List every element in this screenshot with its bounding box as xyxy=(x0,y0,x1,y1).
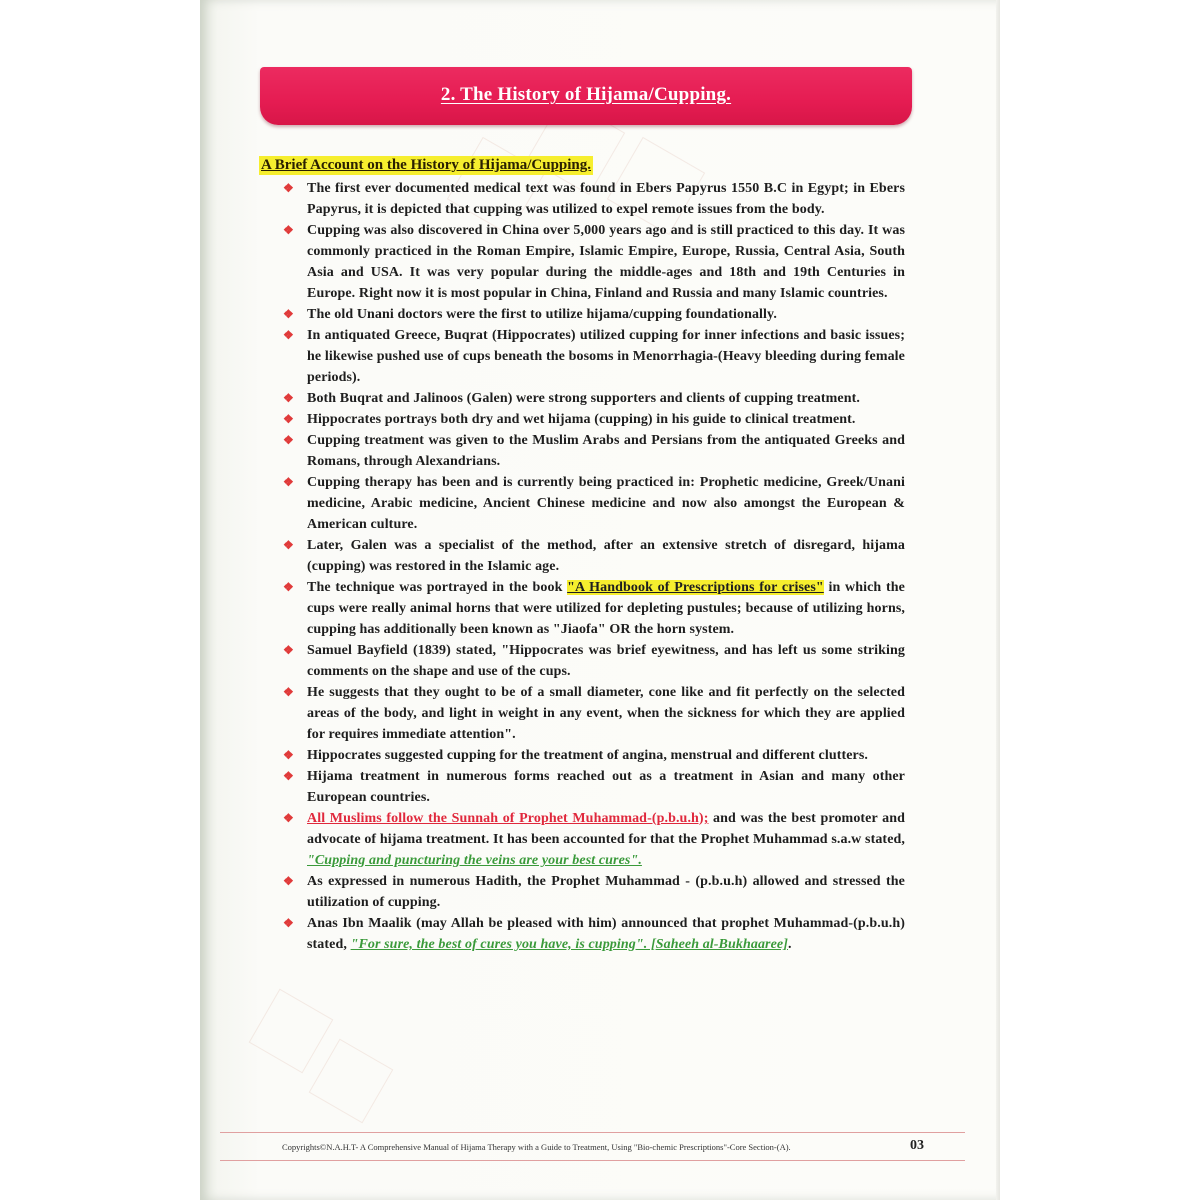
item-text: The first ever documented medical text was found in Ebers Papyrus 1550 B.C in Egypt; in Ebers Papyrus, it is depicted that cupping was utilized to expel remote issues from the body. xyxy=(307,181,905,217)
diamond-bullet-icon: ❖ xyxy=(283,475,294,489)
diamond-bullet-icon: ❖ xyxy=(283,769,294,783)
list-item xyxy=(283,220,905,304)
item-text: Later, Galen was a specialist of the method, after an extensive stretch of disregard, hijama (cupping) was restored in the Islamic age. xyxy=(307,538,905,574)
diamond-bullet-icon: ❖ xyxy=(283,811,294,825)
diamond-bullet-icon: ❖ xyxy=(283,433,294,447)
list-item xyxy=(283,304,905,325)
item-text: Cupping therapy has been and is currently being practiced in: Prophetic medicine, Greek/Unani medicine, Arabic medicine, Ancient Chinese medicine and now also amongst the European & American culture. xyxy=(307,475,905,532)
footer-divider-bottom xyxy=(220,1160,965,1161)
item-text: and was the best promoter and advocate of hijama treatment. It has been accounted for that the Prophet Muhammad s.a.w stated, xyxy=(307,811,905,847)
diamond-bullet-icon: ❖ xyxy=(283,307,294,321)
list-item xyxy=(283,577,905,640)
item-text: Hippocrates suggested cupping for the treatment of angina, menstrual and different clutters. xyxy=(307,748,869,763)
diamond-bullet-icon: ❖ xyxy=(283,391,294,405)
diamond-bullet-icon: ❖ xyxy=(283,328,294,342)
footer-copyright: Copyrights©N.A.H.T- A Comprehensive Manual of Hijama Therapy with a Guide to Treatment, Using "Bio-chemic Prescriptions"-Core Section-(A). xyxy=(282,1142,791,1152)
item-text: Anas Ibn Maalik (may Allah be pleased with him) announced that prophet Muhammad-(p.b.u.h) stated, xyxy=(307,916,905,952)
hexagon-watermark xyxy=(309,1039,394,1124)
list-item xyxy=(283,871,905,913)
item-text: In antiquated Greece, Buqrat (Hippocrates) utilized cupping for inner infections and basic issues; he likewise pushed use of cups beneath the bosoms in Menorrhagia-(Heavy bleeding during female periods). xyxy=(307,328,905,385)
diamond-bullet-icon: ❖ xyxy=(283,580,294,594)
item-text: . xyxy=(788,937,792,952)
list-item xyxy=(283,388,905,409)
diamond-bullet-icon: ❖ xyxy=(283,643,294,657)
item-text: The technique was portrayed in the book xyxy=(307,580,568,595)
item-text: Cupping treatment was given to the Muslim Arabs and Persians from the antiquated Greeks and Romans, through Alexandrians. xyxy=(307,433,905,469)
page-edge xyxy=(996,0,1000,1200)
list-item xyxy=(283,430,905,472)
history-list xyxy=(283,178,905,955)
item-text: The old Unani doctors were the first to utilize hijama/cupping foundationally. xyxy=(307,307,777,322)
list-item xyxy=(283,766,905,808)
hadith-quote: "For sure, the best of cures you have, is cupping". [Saheeh al-Bukhaaree] xyxy=(350,937,788,952)
list-item xyxy=(283,808,905,871)
list-item xyxy=(283,178,905,220)
hexagon-watermark xyxy=(249,989,334,1074)
item-text: Cupping was also discovered in China over 5,000 years ago and is still practiced to this day. It was commonly practiced in the Roman Empire, Islamic Empire, Europe, Russia, Central Asia, South Asia and USA. It was very popular during the middle-ages and 18th and 19th Centuries in Europe. Right now it is most popular in China, Finland and Russia and many Islamic countries. xyxy=(307,223,905,301)
section-banner xyxy=(260,67,912,125)
item-text: As expressed in numerous Hadith, the Prophet Muhammad - (p.b.u.h) allowed and stressed the utilization of cupping. xyxy=(307,874,905,910)
diamond-bullet-icon: ❖ xyxy=(283,412,294,426)
diamond-bullet-icon: ❖ xyxy=(283,916,294,930)
diamond-bullet-icon: ❖ xyxy=(283,223,294,237)
list-item xyxy=(283,325,905,388)
section-title: 2. The History of Hijama/Cupping. xyxy=(440,84,732,105)
footer-divider-top xyxy=(220,1132,965,1133)
diamond-bullet-icon: ❖ xyxy=(283,181,294,195)
list-item xyxy=(283,682,905,745)
diamond-bullet-icon: ❖ xyxy=(283,685,294,699)
item-text: Samuel Bayfield (1839) stated, "Hippocrates was brief eyewitness, and has left us some striking comments on the shape and use of the cups. xyxy=(307,643,905,679)
list-item xyxy=(283,640,905,682)
item-text: Hippocrates portrays both dry and wet hijama (cupping) in his guide to clinical treatment. xyxy=(307,412,856,427)
list-item xyxy=(283,913,905,955)
item-text: He suggests that they ought to be of a small diameter, cone like and fit perfectly on the selected areas of the body, and light in weight in any event, when the sickness for which they are applied for requires immediate attention". xyxy=(307,685,905,742)
item-text: Both Buqrat and Jalinoos (Galen) were strong supporters and clients of cupping treatment. xyxy=(307,391,860,406)
list-item xyxy=(283,472,905,535)
sunnah-statement: All Muslims follow the Sunnah of Prophet Muhammad-(p.b.u.h); xyxy=(307,811,709,826)
diamond-bullet-icon: ❖ xyxy=(283,538,294,552)
highlighted-book-title: "A Handbook of Prescriptions for crises" xyxy=(567,580,824,595)
list-item xyxy=(283,745,905,766)
list-item xyxy=(283,535,905,577)
diamond-bullet-icon: ❖ xyxy=(283,748,294,762)
diamond-bullet-icon: ❖ xyxy=(283,874,294,888)
book-page xyxy=(200,0,1000,1200)
item-text: in which the cups were really animal horns that were utilized for depleting pustules; because of utilizing horns, cupping has additionally been known as "Jiaofa" OR the horn system. xyxy=(307,580,905,637)
item-text: Hijama treatment in numerous forms reached out as a treatment in Asian and many other European countries. xyxy=(307,769,905,805)
subheading: A Brief Account on the History of Hijama/Cupping. xyxy=(261,157,592,173)
page-number: 03 xyxy=(910,1138,924,1153)
list-item xyxy=(283,409,905,430)
hadith-quote: "Cupping and puncturing the veins are your best cures". xyxy=(307,853,642,868)
